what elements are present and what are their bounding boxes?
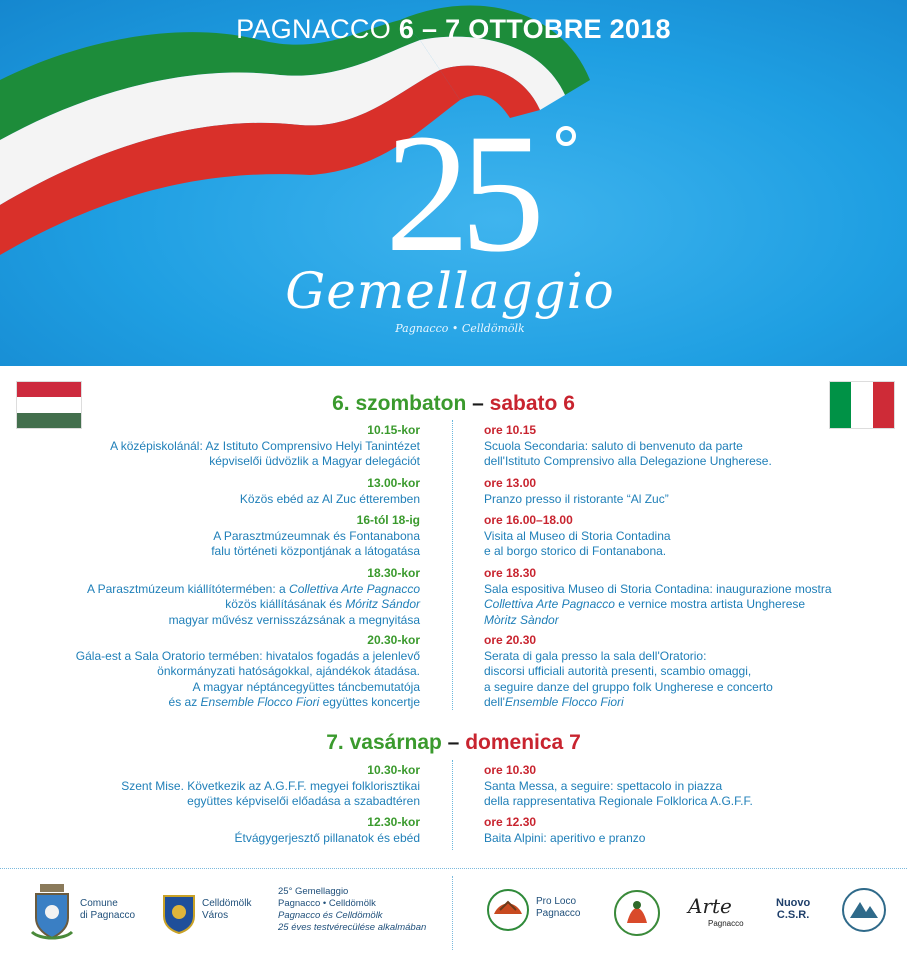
- event-text-it: della rappresentativa Regionale Folklorica A.G.F.F.: [484, 794, 753, 808]
- event-time-it: ore 12.30: [484, 815, 537, 829]
- footer-proloco-line: Pro Loco: [536, 896, 577, 907]
- event-time-it: ore 18.30: [484, 566, 537, 580]
- event-text-hu: együttes koncertje: [319, 695, 420, 709]
- event-text-it: Visita al Museo di Storia Contadina: [484, 528, 671, 543]
- footer-gem-line: 25° Gemellaggio: [278, 886, 349, 897]
- footer-arte-line: Arte: [688, 894, 732, 918]
- event-it: [484, 566, 864, 628]
- event-text-it: a seguire danze del gruppo folk Ungherese e concerto: [484, 679, 773, 694]
- event-time-hu: 18.30-kor: [367, 566, 420, 580]
- footer-celldomolk: [202, 898, 251, 922]
- event-time-hu: 20.30-kor: [367, 633, 420, 647]
- day2-it: domenica 7: [465, 731, 581, 754]
- event-text-hu: képviselői üdvözlik a Magyar delegációt: [209, 454, 420, 468]
- event-text-hu: Szent Mise. Következik az A.G.F.F. megyei folklorisztikai: [121, 778, 420, 793]
- event-text-it: e al borgo storico di Fontanabona.: [484, 544, 667, 558]
- event-time-it: ore 20.30: [484, 633, 537, 647]
- event-text-hu: A középiskolánál: Az Istituto Comprensivo Helyi Tanintézet: [110, 438, 420, 453]
- footer-arte-line: Pagnacco: [708, 919, 744, 928]
- day2-heading: [0, 731, 907, 755]
- day1-hu: 6. szombaton: [332, 392, 467, 415]
- footer-proloco: [536, 896, 580, 920]
- event-time-hu: 13.00-kor: [367, 476, 420, 490]
- footer-celldomolk-line: Város: [202, 910, 229, 921]
- event-dates: 6 – 7 OTTOBRE 2018: [398, 14, 671, 44]
- event-text-it-italic: Collettiva Arte Pagnacco: [484, 597, 615, 611]
- footer-arte: [688, 896, 732, 916]
- event-time-hu: 16-tól 18-ig: [356, 513, 420, 527]
- day2-hu: 7. vasárnap: [326, 731, 442, 754]
- footer-column-divider: [452, 876, 453, 950]
- footer-celldomolk-line: Celldömölk: [202, 898, 252, 909]
- event-it: [484, 423, 864, 470]
- footer-comune-line: Comune: [80, 898, 118, 909]
- event-hu: [60, 513, 420, 560]
- anniversary-number: 25: [385, 99, 535, 287]
- event-text-it: dell': [484, 695, 505, 709]
- event-place: PAGNACCO: [236, 14, 392, 44]
- event-time-hu: 12.30-kor: [367, 815, 420, 829]
- celldomolk-crest-icon: [162, 894, 196, 934]
- event-hu: [60, 763, 420, 810]
- footer-arte-sub: [708, 918, 744, 930]
- footer-gemellaggio: [278, 886, 426, 934]
- day1-heading: [0, 392, 907, 416]
- event-hu: [60, 476, 420, 507]
- event-text-it: dell'Istituto Comprensivo alla Delegazione Ungherese.: [484, 454, 772, 468]
- footer-gem-line: Pagnacco és Celldömölk: [278, 910, 383, 921]
- folk-group-logo-icon: [612, 888, 662, 938]
- event-text-hu: Közös ebéd az Al Zuc étteremben: [239, 491, 420, 506]
- proloco-logo-icon: [486, 888, 530, 932]
- footer-divider: [0, 868, 907, 869]
- event-text-hu: önkormányzati hatóságokkal, ajándékok átadása.: [157, 664, 420, 678]
- gemellaggio-title: Gemellaggio: [285, 262, 615, 320]
- event-text-hu-italic: Móritz Sándor: [345, 597, 420, 611]
- event-text-hu: és az: [168, 695, 201, 709]
- event-it: [484, 633, 864, 711]
- event-text-hu: közös kiállításának és: [225, 597, 346, 611]
- event-text-hu: A Parasztmúzeum kiállítótermében: a: [86, 581, 290, 596]
- event-text-it: Baita Alpini: aperitivo e pranzo: [484, 830, 646, 845]
- event-hu: [60, 815, 420, 846]
- event-title: [0, 14, 907, 45]
- column-divider: [452, 760, 453, 850]
- column-divider: [452, 420, 453, 710]
- footer-gem-line: 25 éves testvérесülése alkalmában: [278, 922, 427, 933]
- event-hu: [60, 566, 420, 628]
- event-text-it: Pranzo presso il ristorante “Al Zuc”: [484, 491, 669, 506]
- event-time-hu: 10.15-kor: [367, 423, 420, 437]
- day1-it: sabato 6: [489, 392, 575, 415]
- event-text-hu-italic: Collettiva Arte Pagnacco: [289, 581, 420, 596]
- event-it: [484, 763, 864, 810]
- alpini-logo-icon: [840, 886, 888, 934]
- event-text-hu-italic: Ensemble Flocco Fiori: [200, 695, 320, 709]
- footer-gem-line: Pagnacco • Celldömölk: [278, 898, 376, 909]
- event-time-hu: 10.30-kor: [367, 763, 420, 777]
- event-text-it-italic: Ensemble Flocco Fiori: [504, 695, 624, 709]
- event-it: [484, 815, 864, 846]
- event-hu: [60, 633, 420, 711]
- event-text-hu: magyar művész vernisszázsának a megnyitása: [168, 612, 420, 627]
- day2-sep: –: [447, 731, 460, 754]
- event-text-it: Serata di gala presso la sala dell'Oratorio:: [484, 648, 707, 663]
- event-text-it: Sala espositiva Museo di Storia Contadina: inaugurazione mostra: [484, 581, 832, 596]
- event-it: [484, 513, 864, 560]
- footer-proloco-line: Pagnacco: [536, 908, 581, 919]
- footer-csr-line: C.S.R.: [776, 909, 810, 921]
- event-time-it: ore 10.30: [484, 763, 537, 777]
- footer-comune-line: di Pagnacco: [80, 910, 136, 921]
- hero-banner: [0, 0, 907, 366]
- event-it: [484, 476, 864, 507]
- event-text-hu: Étvágygerjesztő pillanatok és ebéd: [234, 830, 420, 845]
- event-text-it: Santa Messa, a seguire: spettacolo in piazza: [484, 778, 723, 793]
- event-time-it: ore 16.00–18.00: [484, 513, 573, 527]
- event-text-hu: együttes képviselői előadása a szabadtéren: [187, 794, 420, 808]
- event-text-hu: Gála-est a Sala Oratorio termében: hivatalos fogadás a jelenlevő: [75, 648, 420, 663]
- footer-csr-line: Nuovo: [776, 897, 811, 909]
- day1-sep: –: [472, 392, 484, 415]
- event-text-hu: falu történeti központjának a látogatása: [211, 544, 420, 558]
- footer-csr: [776, 897, 810, 921]
- event-hu: [60, 423, 420, 470]
- event-text-it: Scuola Secondaria: saluto di benvenuto da parte: [484, 438, 743, 453]
- event-text-it: e vernice mostra artista Ungherese: [614, 597, 806, 611]
- event-text-hu: A magyar néptáncegyüttes táncbemutatója: [192, 679, 420, 694]
- event-text-hu: A Parasztmúzeumnak és Fontanabona: [213, 528, 420, 543]
- event-text-it: discorsi ufficiali autorità presenti, scambio omaggi,: [484, 664, 752, 678]
- event-text-it-italic: Mòritz Sàndor: [484, 612, 559, 627]
- gemellaggio-subtitle: Pagnacco • Celldömölk: [395, 322, 525, 335]
- pagnacco-crest-icon: [30, 882, 74, 942]
- degree-symbol: [556, 126, 576, 146]
- footer-comune: [80, 898, 135, 922]
- event-time-it: ore 10.15: [484, 423, 537, 437]
- event-time-it: ore 13.00: [484, 476, 537, 490]
